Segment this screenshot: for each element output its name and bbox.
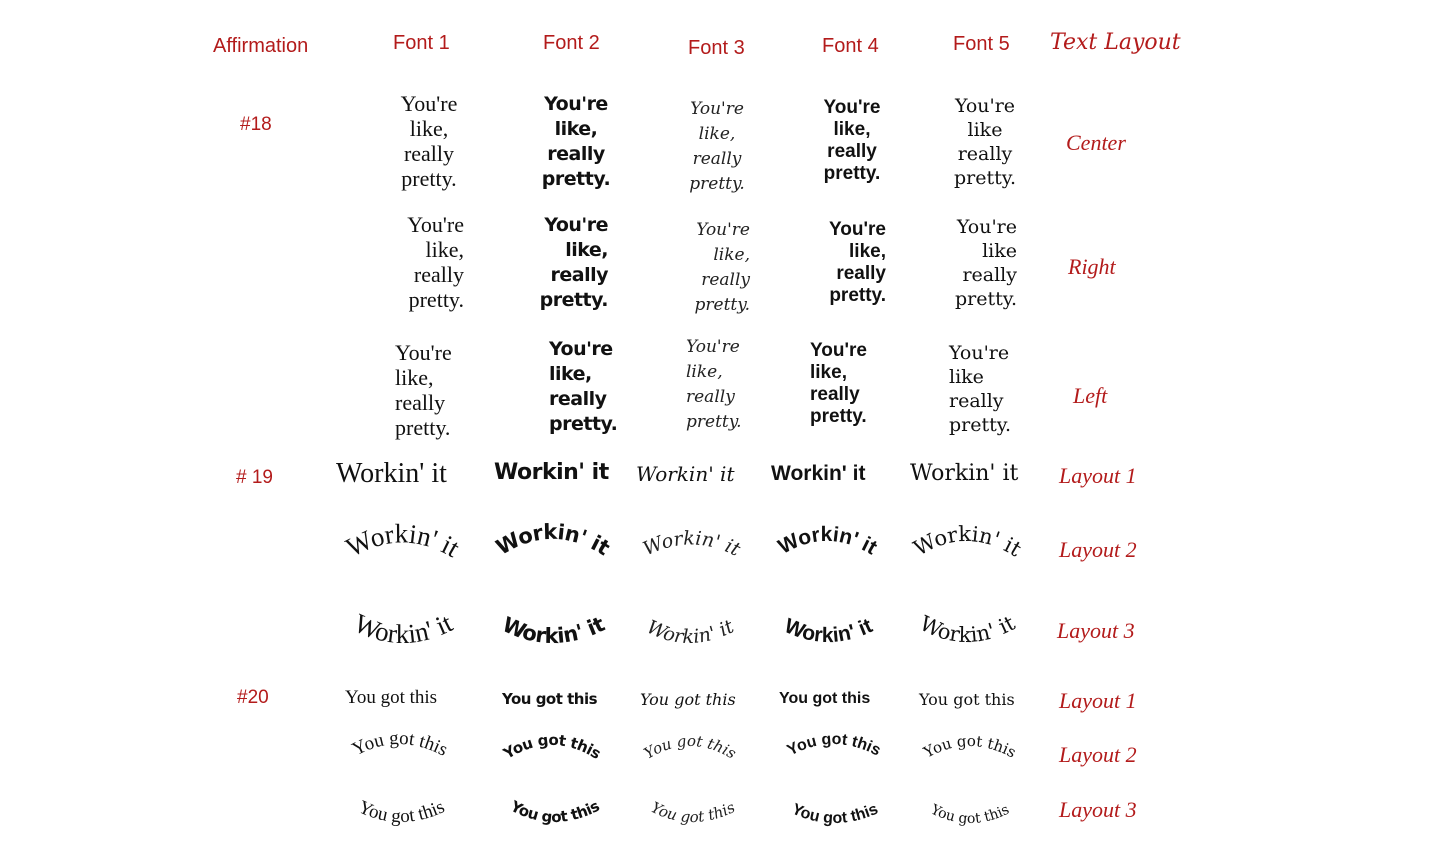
sample-20-layout-3-font-4 [773,793,898,837]
sample-20-layout-2-font-3 [638,727,743,769]
header-font-1: Font 1 [393,32,450,54]
sample-19-layout-3-font-1 [330,600,480,665]
svg-text:Workin' it: Workin' it [349,607,458,650]
layout-label-19-3: Layout 3 [1057,618,1135,643]
layout-label-20-1: Layout 1 [1059,688,1137,713]
svg-text:Workin' it: Workin' it [643,615,738,649]
sample-20-layout-1-font-1: You got this [345,687,438,708]
sample-20-layout-3-font-5 [918,798,1023,838]
svg-text:You got this: You got this [928,801,1012,828]
header-font-3: Font 3 [688,37,745,59]
sample-20-layout-1-font-5: You got this [919,690,1015,709]
sample-19-layout-1-font-4: Workin' it [771,462,866,485]
layout-label-center: Center [1066,130,1126,155]
layout-label-left: Left [1073,383,1108,408]
svg-text:Workin' it: Workin' it [774,522,881,560]
svg-text:You got this: You got this [784,730,884,760]
layout-label-19-1: Layout 1 [1059,463,1137,488]
sample-20-layout-2-font-1 [340,725,460,770]
svg-text:Workin' it: Workin' it [639,527,744,561]
sample-18-center-font-1: You're like, really pretty. [400,91,458,191]
sample-18-left-font-3: You're like, really pretty. [686,337,742,432]
sample-18-center-font-5: You're like really pretty. [953,95,1016,189]
header-font-5: Font 5 [953,33,1010,55]
sample-18-left-font-1: You're like, really pretty. [395,340,452,440]
header-font-2: Font 2 [543,32,600,54]
sample-18-right-font-3: You're like, really pretty. [694,220,750,315]
header-affirmation: Affirmation [213,35,309,57]
svg-text:You got this: You got this [789,800,881,828]
sample-18-right-font-1: You're like, really pretty. [407,212,464,312]
layout-label-19-2: Layout 2 [1059,537,1137,562]
sample-19-layout-2-font-5 [903,515,1033,570]
affirmation-number-19: # 19 [236,467,273,488]
header-text-layout: Text Layout [1050,30,1181,55]
svg-text:Workin' it: Workin' it [492,519,614,561]
sample-19-layout-2-font-1 [330,510,480,580]
svg-text:Workin' it: Workin' it [909,521,1026,562]
sample-18-center-font-2: You're like, really pretty. [541,93,611,190]
layout-label-20-2: Layout 2 [1059,742,1137,767]
affirmation-number-18: #18 [240,114,272,135]
svg-text:You got this: You got this [648,798,738,827]
sample-20-layout-2-font-2 [498,727,608,769]
sample-20-layout-3-font-1 [340,790,465,835]
header-font-4: Font 4 [822,35,879,57]
sample-19-layout-1-font-5: Workin' it [910,461,1019,486]
sample-18-center-font-4: You're like, really pretty. [823,97,881,184]
layout-label-20-3: Layout 3 [1059,797,1137,822]
sample-20-layout-3-font-2 [498,793,613,835]
sample-20-layout-3-font-3 [636,793,751,835]
sample-19-layout-1-font-2: Workin' it [494,460,609,485]
svg-text:Workin' it: Workin' it [498,612,608,649]
sample-19-layout-3-font-2 [482,605,627,660]
sample-18-right-font-2: You're like, really pretty. [539,214,608,311]
svg-text:You got this: You got this [920,731,1020,762]
sample-18-left-font-4: You're like, really pretty. [810,340,867,427]
sample-19-layout-1-font-3: Workin' it [636,462,735,486]
sample-19-layout-3-font-5 [903,605,1033,660]
svg-text:You got this: You got this [500,730,604,763]
sample-18-left-font-5: You're like really pretty. [949,342,1012,436]
sample-20-layout-1-font-2: You got this [502,690,598,708]
svg-text:You got this: You got this [507,797,603,827]
sample-20-layout-2-font-5 [915,727,1025,769]
sample-19-layout-3-font-4 [762,605,897,660]
svg-text:You got this: You got this [348,727,452,761]
sample-18-right-font-5: You're like really pretty. [954,216,1017,310]
svg-text:You got this: You got this [355,796,448,828]
sample-19-layout-1-font-1: Workin' it [336,458,447,489]
layout-label-right: Right [1068,254,1116,279]
svg-text:You got this: You got this [640,731,740,763]
sample-20-layout-1-font-3: You got this [640,690,736,709]
sample-20-layout-2-font-4 [775,725,895,769]
sample-19-layout-2-font-4 [764,515,894,570]
sample-18-left-font-2: You're like, really pretty. [549,338,618,435]
svg-text:Workin' it: Workin' it [781,614,876,648]
sample-19-layout-2-font-3 [630,518,755,568]
sample-19-layout-3-font-3 [628,607,753,657]
sample-20-layout-1-font-4: You got this [779,690,871,707]
sample-18-right-font-4: You're like, really pretty. [829,219,886,306]
affirmation-number-20: #20 [237,687,269,708]
sample-19-layout-2-font-2 [485,512,625,572]
sample-18-center-font-3: You're like, really pretty. [689,99,745,194]
svg-text:Workin' it: Workin' it [341,518,465,564]
svg-text:Workin' it: Workin' it [916,610,1019,648]
